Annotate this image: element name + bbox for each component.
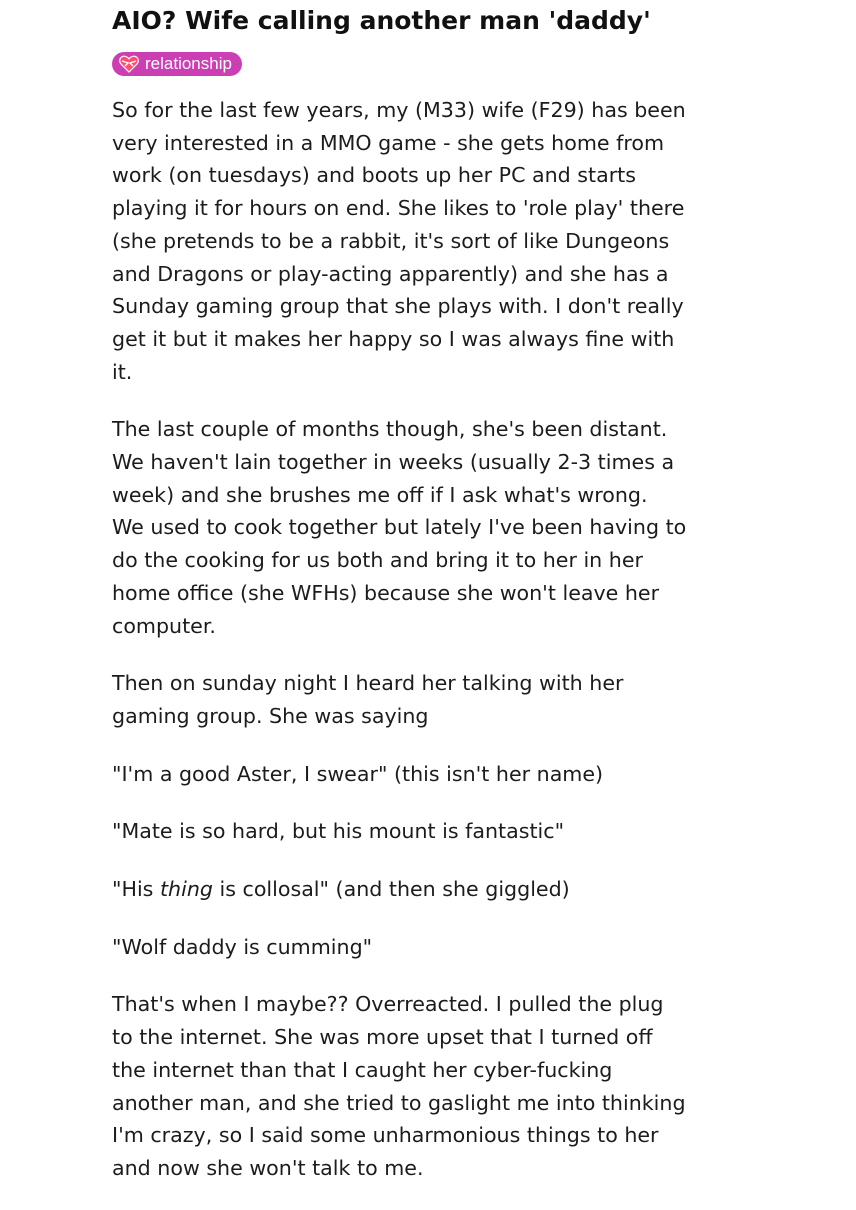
text-line: That's when I maybe?? Overreacted. I pulled the plug	[112, 992, 664, 1017]
quote-line: "Wolf daddy is cumming"	[112, 934, 373, 959]
quote-line: "Mate is so hard, but his mount is fantastic"	[112, 819, 565, 844]
text-line: gaming group. She was saying	[112, 703, 429, 728]
heart-ribbon-icon	[119, 55, 139, 73]
quote-text: is collosal" (and then she giggled)	[212, 877, 570, 902]
flair-label: relationship	[145, 54, 232, 73]
text-line: Then on sunday night I heard her talking with her	[112, 671, 624, 696]
text-line: We used to cook together but lately I've been having to	[112, 515, 687, 540]
body-paragraph	[112, 94, 712, 388]
post	[112, 4, 712, 1210]
body-paragraph	[112, 988, 712, 1184]
text-line: do the cooking for us both and bring it to her in her	[112, 548, 643, 573]
quote-line: "I'm a good Aster, I swear" (this isn't her name)	[112, 761, 604, 786]
text-line: So for the last few years, my (M33) wife (F29) has been	[112, 98, 686, 122]
quote-emphasis: thing	[159, 877, 213, 902]
text-line: very interested in a MMO game - she gets home from	[112, 130, 665, 155]
flair-badge[interactable]	[112, 52, 242, 76]
text-line: get it but it makes her happy so I was always fine with	[112, 326, 675, 351]
text-line: computer.	[112, 613, 216, 638]
body-paragraph	[112, 667, 712, 732]
text-line: playing it for hours on end. She likes to 'role play' there	[112, 196, 685, 221]
post-title: AIO? Wife calling another man 'daddy'	[112, 6, 651, 35]
body-paragraph	[112, 413, 712, 642]
text-line: (she pretends to be a rabbit, it's sort of like Dungeons	[112, 228, 670, 253]
text-line: The last couple of months though, she's been distant.	[112, 417, 668, 442]
text-line: week) and she brushes me off if I ask what's wrong.	[112, 482, 648, 507]
text-line: it.	[112, 359, 133, 384]
text-line: to the internet. She was more upset that I turned off	[112, 1025, 653, 1050]
text-line: and now she won't talk to me.	[112, 1155, 424, 1180]
text-line: I'm crazy, so I said some unharmonious things to her	[112, 1123, 659, 1148]
text-line: the internet than that I caught her cyber-fucking	[112, 1057, 613, 1082]
text-line: and Dragons or play-acting apparently) and she has a	[112, 261, 669, 286]
text-line: work (on tuesdays) and boots up her PC and starts	[112, 163, 636, 188]
text-line: home office (she WFHs) because she won't leave her	[112, 580, 660, 605]
post-body	[112, 94, 712, 1185]
quote-line	[112, 873, 712, 906]
text-line: another man, and she tried to gaslight me into thinking	[112, 1090, 686, 1115]
quote-text: "His	[112, 877, 160, 902]
text-line: Sunday gaming group that she plays with. I don't really	[112, 294, 684, 319]
text-line: We haven't lain together in weeks (usually 2-3 times a	[112, 450, 675, 475]
